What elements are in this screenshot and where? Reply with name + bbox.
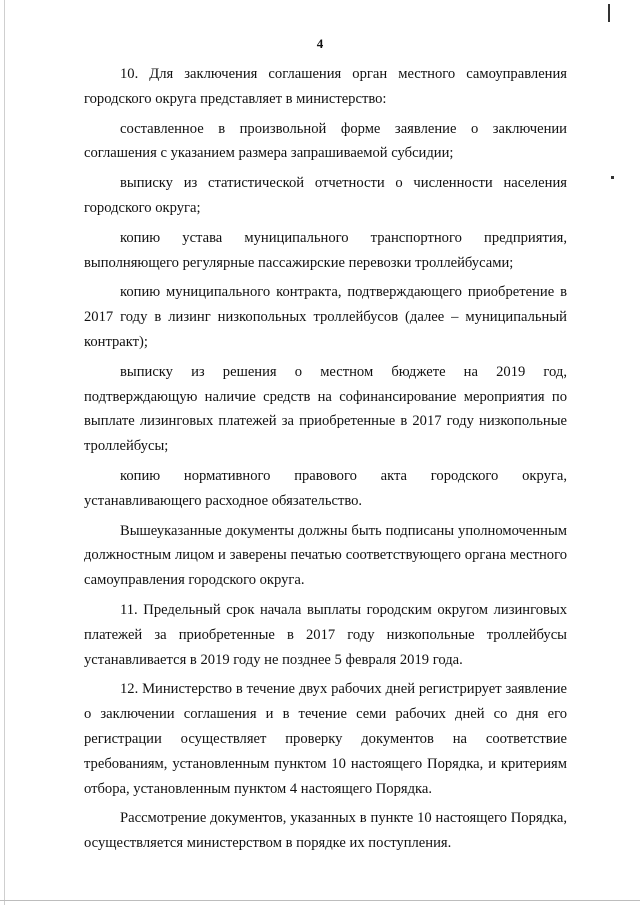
paragraph-application: составленное в произвольной форме заявление о заключении соглашения с указанием размера запрашиваемой субсидии; [84,120,567,162]
paragraph-10: 10. Для заключения соглашения орган местного самоуправления городского округа представляет в министерство: [84,66,567,107]
paragraph-contract: копию муниципального контракта, подтверждающего приобретение в 2017 году в лизинг низкопольных троллейбусов (далее – муниципальный контракт); [84,284,567,350]
scan-mark-dot [611,176,614,179]
paragraph-12: 12. Министерство в течение двух рабочих дней регистрирует заявление о заключении соглашения и в течение семи рабочих дней со дня его регистрации осуществляет проверку документов на соответствие требованиям, установленным пунктом 10 настоящего Порядка, и критериям отбора, установленным пунктом 4 настоящего Порядка. [84,681,567,797]
paragraph-legal-act: копию нормативного правового акта городского округа, устанавливающего расходное обязательство. [84,467,567,509]
document-body [84,62,567,861]
scan-bottom-edge [0,900,640,901]
scan-mark-top [608,4,610,22]
paragraph-charter: копию устава муниципального транспортного предприятия, выполняющего регулярные пассажирские перевозки троллейбусами; [84,229,567,271]
paragraph-statistics: выписку из статистической отчетности о численности населения городского округа; [84,175,567,216]
paragraph-signatures: Вышеуказанные документы должны быть подписаны уполномоченным должностным лицом и заверены печатью соответствующего органа местного самоуправления городского округа. [84,522,567,589]
paragraph-budget: выписку из решения о местном бюджете на 2019 год, подтверждающую наличие средств на софинансирование мероприятия по выплате лизинговых платежей за приобретенные в 2017 году низкопольные троллейбусы; [84,363,567,455]
paragraph-11: 11. Предельный срок начала выплаты городским округом лизинговых платежей за приобретенные в 2017 году низкопольные троллейбусы устанавливается в 2019 году не позднее 5 февраля 2019 года. [84,601,567,668]
scan-left-edge [4,0,5,905]
page-number: 4 [316,36,324,51]
paragraph-review: Рассмотрение документов, указанных в пункте 10 настоящего Порядка, осуществляется министерством в порядке их поступления. [84,810,567,852]
